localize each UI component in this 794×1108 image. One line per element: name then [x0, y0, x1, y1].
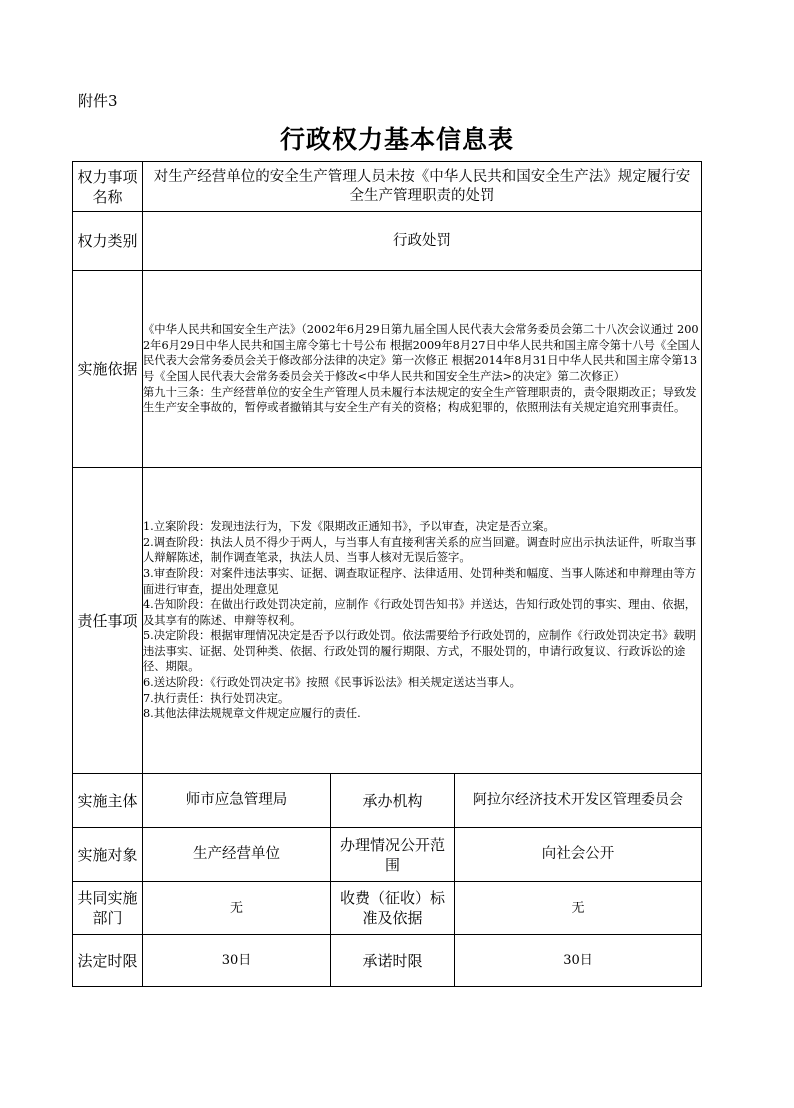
value-promised-time-limit: 30日: [455, 935, 702, 987]
value-target: 生产经营单位: [143, 828, 331, 882]
row-target: [73, 828, 702, 882]
value-fee-standard: 无: [455, 882, 702, 935]
responsibility-line: 6.送达阶段：《行政处罚决定书》按照《民事诉讼法》相关规定送达当事人。: [143, 676, 521, 690]
value-responsibility: [143, 468, 702, 774]
responsibility-line: 1.立案阶段：发现违法行为，下发《限期改正通知书》，予以审查，决定是否立案。: [143, 520, 555, 534]
responsibility-line: 5.决定阶段：根据审理情况决定是否予以行政处罚。依法需要给予行政处罚的，应制作《行政处罚决定书》载明违法事实、证据、处罚种类、依据、行政处罚的履行期限、方式，不服处罚的，申请行政复议、行政诉讼的途径、期限。: [143, 629, 697, 674]
label-handling-org: 承办机构: [331, 774, 455, 828]
info-table: [72, 161, 702, 987]
value-joint-dept: 无: [143, 882, 331, 935]
attachment-label: 附件3: [78, 92, 118, 110]
responsibility-line: 2.调查阶段：执法人员不得少于两人，与当事人有直接利害关系的应当回避。调查时应出示执法证件，听取当事人辩解陈述，制作调查笔录，执法人员、当事人核对无误后签字。: [143, 535, 697, 565]
label-joint-dept: 共同实施部门: [73, 882, 143, 935]
row-power-category: [73, 212, 702, 271]
label-legal-time-limit: 法定时限: [73, 935, 143, 987]
responsibility-line: 4.告知阶段：在做出行政处罚决定前，应制作《行政处罚告知书》并送达，告知行政处罚的事实、理由、依据，及其享有的陈述、申辩等权利。: [143, 598, 697, 627]
row-time-limit: [73, 935, 702, 987]
row-basis: [73, 271, 702, 468]
basis-line: 《中华人民共和国安全生产法》（2002年6月29日第九届全国人民代表大会常务委员会第二十八次会议通过 2002年6月29日中华人民共和国主席令第七十号公布 根据2009年8月27日中华人民共和国主席令第十八号《全国人民代表大会常务委员会关于修改部分法律的决定》第一次修正 根据2014年8月31日中华人民共和国主席令第13号《全国人民代表大会常务委员会关于修改<中华人民共和国安全生产法>的决定》第二次修正）: [143, 323, 701, 383]
row-subject: [73, 774, 702, 828]
row-joint-dept: [73, 882, 702, 935]
row-responsibility: [73, 468, 702, 774]
label-fee-standard: 收费（征收）标准及依据: [331, 882, 455, 935]
responsibility-line: 3.审查阶段：对案件违法事实、证据、调查取证程序、法律适用、处罚种类和幅度、当事人陈述和申辩理由等方面进行审查，提出处理意见: [143, 566, 697, 596]
label-promised-time-limit: 承诺时限: [331, 935, 455, 987]
value-power-category: 行政处罚: [143, 212, 702, 271]
value-subject: 师市应急管理局: [143, 774, 331, 828]
row-power-name: [73, 162, 702, 212]
responsibility-line: 7.执行责任：执行处罚决定。: [143, 691, 290, 705]
label-responsibility: 责任事项: [73, 468, 143, 774]
basis-line: 第九十三条：生产经营单位的安全生产管理人员未履行本法规定的安全生产管理职责的，责令限期改正；导致发生生产安全事故的，暂停或者撤销其与安全生产有关的资格；构成犯罪的，依照刑法有关规定追究刑事责任。: [143, 385, 697, 415]
label-power-name: 权力事项名称: [73, 162, 143, 212]
value-basis: [143, 271, 702, 468]
value-disclosure-scope: 向社会公开: [455, 828, 702, 882]
value-legal-time-limit: 30日: [143, 935, 331, 987]
value-handling-org: 阿拉尔经济技术开发区管理委员会: [455, 774, 702, 828]
label-basis: 实施依据: [73, 271, 143, 468]
value-power-name: 对生产经营单位的安全生产管理人员未按《中华人民共和国安全生产法》规定履行安全生产管理职责的处罚: [143, 162, 702, 212]
label-subject: 实施主体: [73, 774, 143, 828]
responsibility-line: 8.其他法律法规规章文件规定应履行的责任.: [143, 707, 361, 721]
label-target: 实施对象: [73, 828, 143, 882]
label-disclosure-scope: 办理情况公开范围: [331, 828, 455, 882]
page-title: 行政权力基本信息表: [279, 125, 514, 154]
label-power-category: 权力类别: [73, 212, 143, 271]
